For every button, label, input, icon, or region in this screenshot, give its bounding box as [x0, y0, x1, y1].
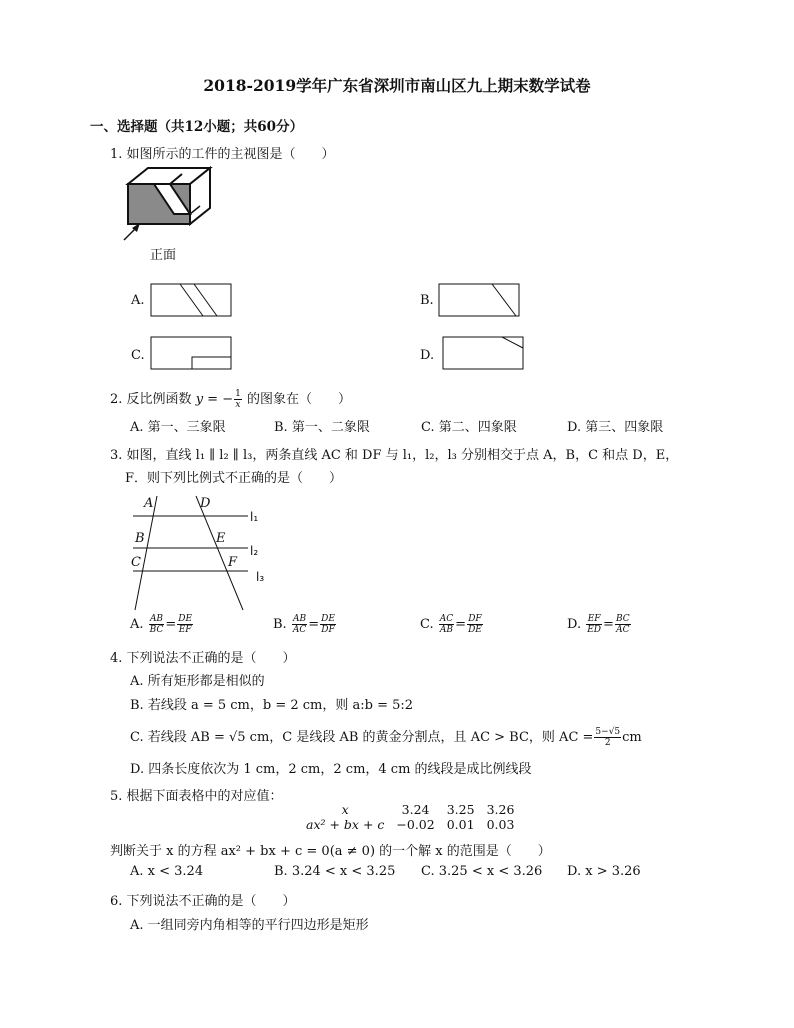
table-cell: ax² + bx + c	[306, 817, 385, 832]
q3-point-a: A	[144, 496, 154, 511]
q3-line-l2: l₂	[250, 544, 259, 558]
table-cell: 0.01	[446, 817, 475, 832]
q4-option-b: B. 若线段 a = 5 cm，b = 2 cm，则 a:b = 5:2	[130, 698, 414, 713]
table-cell: 3.24	[401, 802, 430, 817]
q1-front-label: 正面	[150, 248, 177, 263]
q3-option-a: A. $\frac{AB}{BC}$ = $\frac{DE}{EF}$	[130, 614, 193, 635]
q2-fraction: $\frac{1}{x}$	[235, 389, 241, 410]
q2-option-a: A. 第一、三象限	[130, 420, 226, 435]
q3-line-l1: l₁	[250, 510, 259, 524]
q3-point-e: E	[216, 531, 226, 546]
table-row	[300, 817, 520, 832]
table-cell: x	[341, 802, 349, 817]
q1-stem: 1. 如图所示的工件的主视图是（ ）	[110, 147, 335, 162]
q6-option-a: A. 一组同旁内角相等的平行四边形是矩形	[130, 918, 369, 933]
q1-option-d-label: D.	[420, 348, 435, 363]
q5-value-table	[300, 802, 520, 832]
table-cell: 0.03	[486, 817, 515, 832]
q5-option-d: D. x > 3.26	[567, 864, 641, 879]
table-row	[300, 802, 520, 817]
q3-point-f: F	[228, 555, 238, 570]
q3-point-c: C	[131, 555, 141, 570]
q3-stem-line2: F．则下列比例式不正确的是（ ）	[125, 471, 343, 486]
q3-point-b: B	[135, 531, 145, 546]
q4-option-c: C. 若线段 AB = √5 cm，C 是线段 AB 的黄金分割点，且 AC > BC，则 AC = $\frac{5-√5}{2}$ cm	[130, 727, 642, 748]
q3-option-b: B. $\frac{AB}{AC}$ = $\frac{DE}{DF}$	[273, 614, 335, 635]
q1-option-c-label: C.	[131, 348, 145, 363]
q4-stem: 4. 下列说法不正确的是（ ）	[110, 651, 296, 666]
q5-stem: 5. 根据下面表格中的对应值：	[110, 789, 283, 804]
q3-stem-line1: 3. 如图，直线 l₁ ∥ l₂ ∥ l₃，两条直线 AC 和 DF 与 l₁，l₂，l₃ 分别相交于点 A，B，C 和点 D，E，	[110, 448, 679, 463]
table-cell: 3.25	[446, 802, 475, 817]
q3-option-d: D. $\frac{EF}{ED}$ = $\frac{BC}{AC}$	[567, 614, 630, 635]
table-cell: −0.02	[396, 817, 435, 832]
page-title: 2018-2019学年广东省深圳市南山区九上期末数学试卷	[203, 76, 591, 95]
q5-option-a: A. x < 3.24	[130, 864, 204, 879]
q2-option-d: D. 第三、四象限	[567, 420, 664, 435]
q1-option-a-label: A.	[131, 293, 145, 308]
table-cell: 3.26	[486, 802, 515, 817]
q3-option-c: C. $\frac{AC}{AB}$ = $\frac{DF}{DE}$	[420, 614, 482, 635]
q4-option-a: A. 所有矩形都是相似的	[130, 674, 265, 689]
q5-judge: 判断关于 x 的方程 ax² + bx + c = 0(a ≠ 0) 的一个解 x 的范围是（ ）	[110, 844, 551, 859]
q2-option-b: B. 第一、二象限	[274, 420, 370, 435]
q2-option-c: C. 第二、四象限	[421, 420, 517, 435]
q1-option-b-figure	[438, 283, 520, 317]
section-heading: 一、选择题（共12小题；共60分）	[90, 119, 304, 135]
q4-option-d: D. 四条长度依次为 1 cm，2 cm，2 cm，4 cm 的线段是成比例线段	[130, 762, 532, 777]
q3-point-d: D	[200, 496, 211, 511]
q1-option-c-figure	[150, 336, 232, 370]
q5-option-c: C. 3.25 < x < 3.26	[421, 864, 543, 879]
q5-option-b: B. 3.24 < x < 3.25	[274, 864, 396, 879]
q2-stem: 2. 反比例函数 y = − $\frac{1}{x}$ 的图象在（ ）	[110, 389, 351, 410]
q1-option-d-figure	[442, 336, 524, 370]
q6-stem: 6. 下列说法不正确的是（ ）	[110, 894, 296, 909]
q1-option-b-label: B.	[420, 293, 434, 308]
q3-line-l3: l₃	[256, 570, 265, 584]
q1-option-a-figure	[150, 283, 232, 317]
